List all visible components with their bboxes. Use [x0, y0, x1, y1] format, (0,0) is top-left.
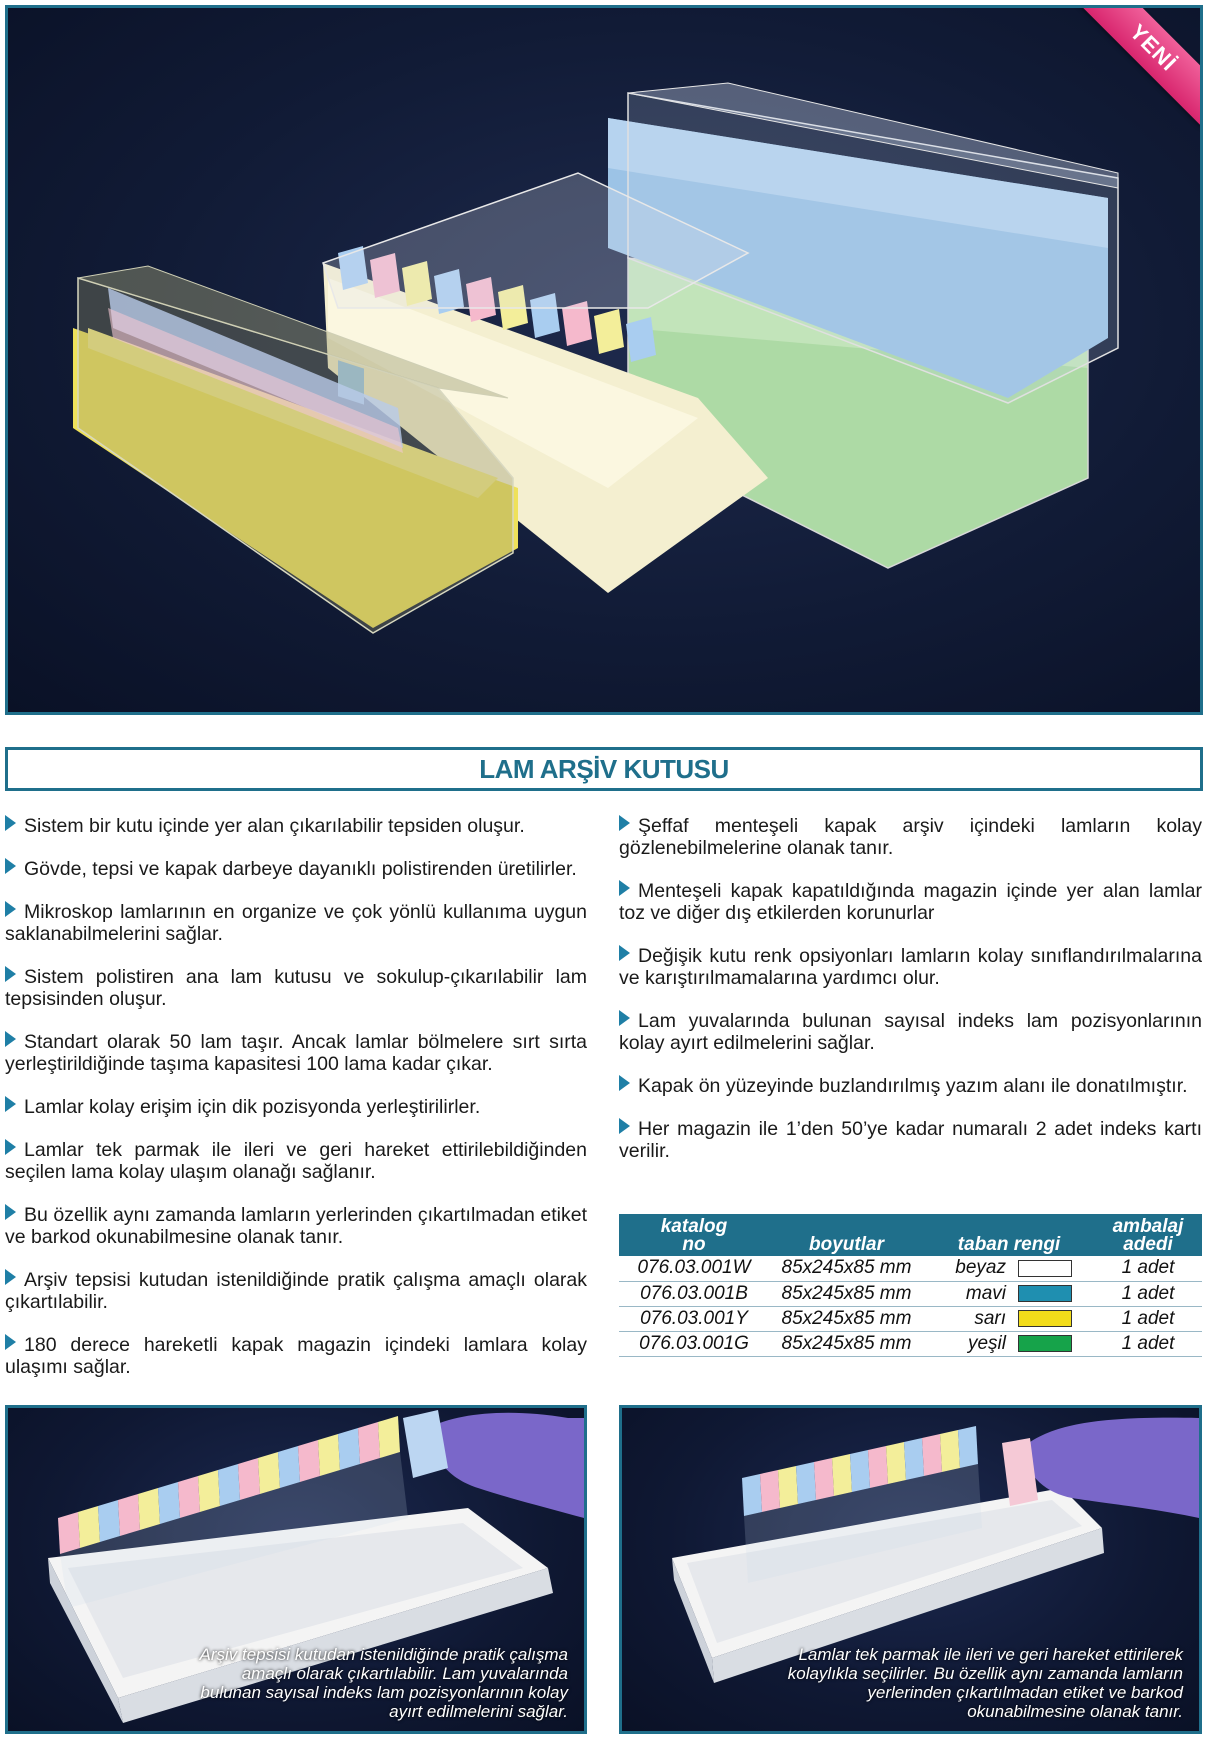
- color-swatch: [1018, 1310, 1072, 1327]
- feature-item: Lamlar kolay erişim için dik pozisyonda yerleştirilirler.: [5, 1096, 587, 1118]
- arrow-right-icon: [619, 815, 630, 831]
- color-swatch: [1018, 1335, 1072, 1352]
- arrow-right-icon: [619, 1075, 630, 1091]
- cell-dims: 85x245x85 mm: [769, 1331, 924, 1356]
- table-row: [619, 1281, 1202, 1306]
- cell-pack: 1 adet: [1094, 1306, 1202, 1331]
- arrow-right-icon: [5, 1334, 16, 1350]
- catalog-table: [619, 1214, 1202, 1357]
- table-row: [619, 1331, 1202, 1356]
- cell-pack: 1 adet: [1094, 1256, 1202, 1281]
- new-badge: [1073, 5, 1203, 135]
- header-base-color: taban rengi: [924, 1214, 1094, 1256]
- arrow-right-icon: [5, 858, 16, 874]
- page-title: LAM ARŞİV KUTUSU: [479, 753, 729, 784]
- cell-pack: 1 adet: [1094, 1281, 1202, 1306]
- cell-catalog: 076.03.001B: [619, 1281, 769, 1306]
- cell-color: yeşil: [924, 1331, 1094, 1356]
- feature-item: Mikroskop lamlarının en organize ve çok yönlü kullanıma uygun saklanabilmelerini sağlar.: [5, 901, 587, 945]
- table-header-row: [619, 1214, 1202, 1256]
- feature-item: Değişik kutu renk opsiyonları lamların kolay sınıflandırılmalarına ve karıştırılmamalarına yardımcı olur.: [619, 945, 1202, 989]
- arrow-right-icon: [5, 815, 16, 831]
- slide-boxes-illustration: [8, 8, 1200, 712]
- feature-item: Lamlar tek parmak ile ileri ve geri hareket ettirilebildiğinden seçilen lama kolay ulaşım olanağı sağlanır.: [5, 1139, 587, 1183]
- table-row: [619, 1306, 1202, 1331]
- photo-caption-right: Lamlar tek parmak ile ileri ve geri hareket ettirilerek kolaylıkla seçilirler. Bu özellik aynı zamanda lamların yerlerinden çıkartılmadan etiket ve barkod okunabilmesine olanak tanır.: [787, 1645, 1183, 1721]
- feature-item: Her magazin ile 1’den 50’ye kadar numaralı 2 adet indeks kartı verilir.: [619, 1118, 1202, 1162]
- arrow-right-icon: [619, 1010, 630, 1026]
- cell-color: beyaz: [924, 1256, 1094, 1281]
- features-right-column: [619, 815, 1202, 1183]
- cell-pack: 1 adet: [1094, 1331, 1202, 1356]
- arrow-right-icon: [5, 1096, 16, 1112]
- header-catalog-no: katalog no: [619, 1214, 769, 1256]
- feature-item: Bu özellik aynı zamanda lamların yerlerinden çıkartılmadan etiket ve barkod okunabilmesine olanak tanır.: [5, 1204, 587, 1248]
- arrow-right-icon: [5, 1139, 16, 1155]
- color-swatch: [1018, 1260, 1072, 1277]
- new-badge-label: YENİ: [1075, 5, 1203, 126]
- cell-color: mavi: [924, 1281, 1094, 1306]
- cell-dims: 85x245x85 mm: [769, 1306, 924, 1331]
- feature-item: Lam yuvalarında bulunan sayısal indeks lam pozisyonlarının kolay ayırt edilmelerini sağlar.: [619, 1010, 1202, 1054]
- cell-dims: 85x245x85 mm: [769, 1281, 924, 1306]
- feature-item: Kapak ön yüzeyinde buzlandırılmış yazım alanı ile donatılmıştır.: [619, 1075, 1202, 1097]
- feature-item: Arşiv tepsisi kutudan istenildiğinde pratik çalışma amaçlı olarak çıkartılabilir.: [5, 1269, 587, 1313]
- header-dimensions: boyutlar: [769, 1214, 924, 1256]
- tray-photo-left: [5, 1405, 587, 1734]
- photo-caption-left: Arşiv tepsisi kutudan istenildiğinde pratik çalışma amaçlı olarak çıkartılabilir. Lam yuvalarında bulunan sayısal indeks lam pozisyonlarının kolay ayırt edilmelerini sağlar.: [199, 1645, 568, 1721]
- feature-item: 180 derece hareketli kapak magazin içindeki lamlara kolay ulaşımı sağlar.: [5, 1334, 587, 1378]
- features-left-column: [5, 815, 587, 1399]
- feature-item: Standart olarak 50 lam taşır. Ancak lamlar bölmelere sırt sırta yerleştirildiğinde taşıma kapasitesi 100 lama kadar çıkar.: [5, 1031, 587, 1075]
- arrow-right-icon: [5, 966, 16, 982]
- cell-catalog: 076.03.001W: [619, 1256, 769, 1281]
- cell-color: sarı: [924, 1306, 1094, 1331]
- feature-item: Menteşeli kapak kapatıldığında magazin içinde yer alan lamlar toz ve diğer dış etkilerden korunurlar: [619, 880, 1202, 924]
- feature-item: Sistem bir kutu içinde yer alan çıkarılabilir tepsiden oluşur.: [5, 815, 587, 837]
- table-row: [619, 1256, 1202, 1281]
- arrow-right-icon: [5, 1269, 16, 1285]
- section-title-bar: [5, 747, 1203, 791]
- cell-dims: 85x245x85 mm: [769, 1256, 924, 1281]
- arrow-right-icon: [5, 901, 16, 917]
- arrow-right-icon: [5, 1031, 16, 1047]
- header-pack-qty: ambalaj adedi: [1094, 1214, 1202, 1256]
- hero-product-photo: [5, 5, 1203, 715]
- arrow-right-icon: [619, 880, 630, 896]
- feature-item: Gövde, tepsi ve kapak darbeye dayanıklı polistirenden üretilirler.: [5, 858, 587, 880]
- arrow-right-icon: [619, 945, 630, 961]
- feature-item: Şeffaf menteşeli kapak arşiv içindeki lamların kolay gözlenebilmelerine olanak tanır.: [619, 815, 1202, 859]
- color-swatch: [1018, 1285, 1072, 1302]
- feature-item: Sistem polistiren ana lam kutusu ve sokulup-çıkarılabilir lam tepsisinden oluşur.: [5, 966, 587, 1010]
- arrow-right-icon: [5, 1204, 16, 1220]
- cell-catalog: 076.03.001G: [619, 1331, 769, 1356]
- tray-photo-right: [619, 1405, 1202, 1734]
- cell-catalog: 076.03.001Y: [619, 1306, 769, 1331]
- arrow-right-icon: [619, 1118, 630, 1134]
